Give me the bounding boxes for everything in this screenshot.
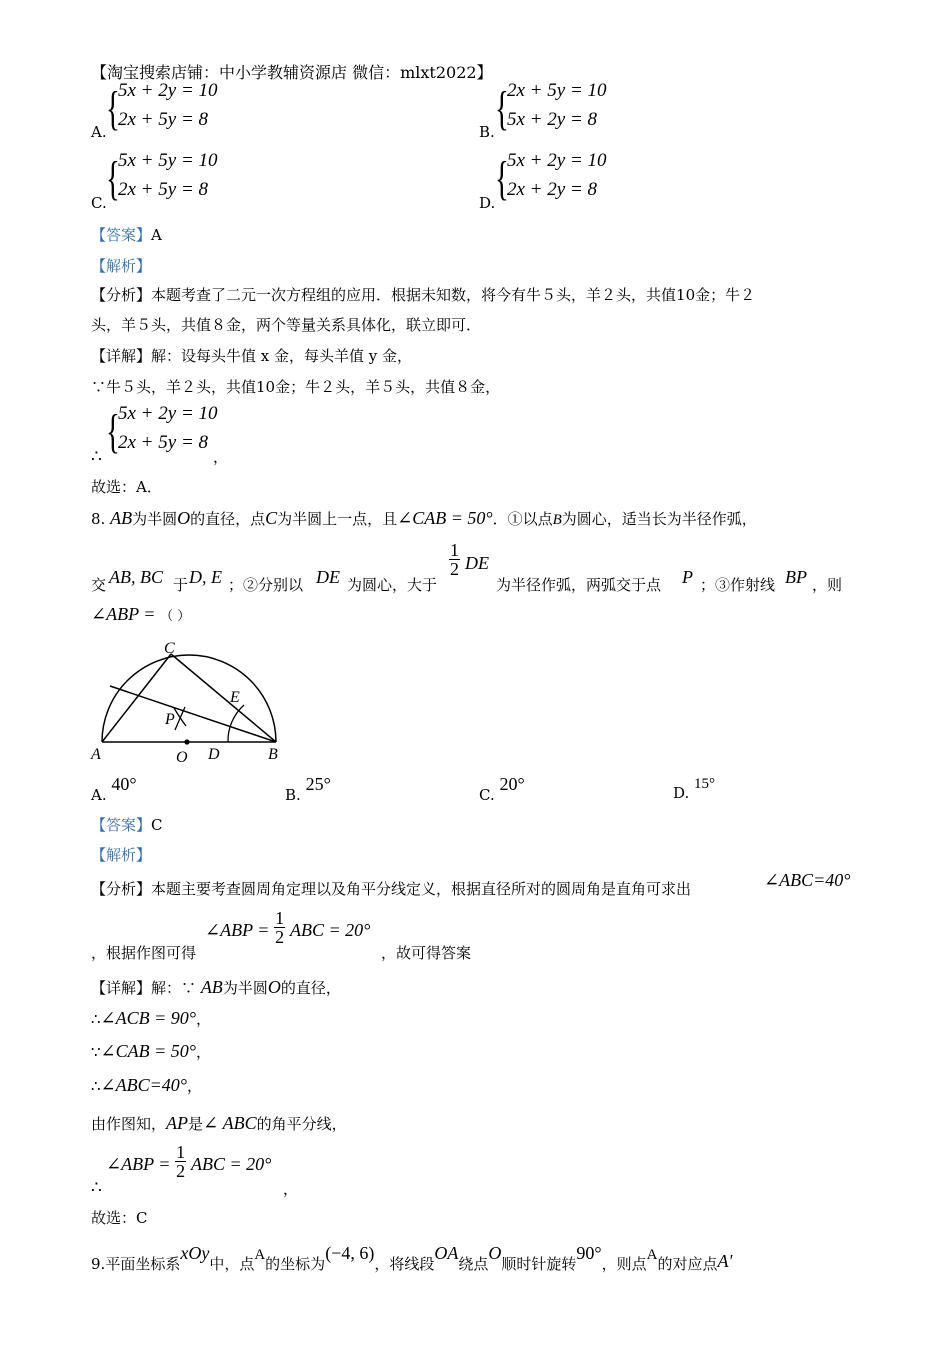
label-a: A (91, 746, 101, 763)
math-a-prime: A′ (717, 1251, 733, 1271)
math-d-e: D, E (189, 567, 222, 587)
text: 的角平分线， (256, 1115, 347, 1133)
numerator: 1 (275, 908, 285, 928)
analysis-tag: 【解析】 (91, 257, 152, 275)
text: 的直径，点 (190, 510, 266, 528)
formula-right: ABC = 20° (190, 1153, 272, 1174)
q8-detail-line2 (91, 1008, 211, 1029)
math-de: DE (465, 553, 489, 573)
text: 为半圆 (222, 979, 268, 997)
therefore-symbol: ∴ (91, 1178, 102, 1198)
q7-fenxi-line2: 头，羊５头，共值８金，两个等量关系具体化，联立即可． (91, 316, 482, 334)
math-angle-acb: ∠ACB = 90° (100, 1008, 196, 1028)
text: 是 (188, 1115, 204, 1133)
answer-value: C (151, 816, 163, 834)
label-b: B (268, 746, 278, 763)
text: ，则 (812, 576, 843, 594)
option-label: B. (479, 123, 495, 141)
math-ab: AB (110, 508, 133, 528)
detail-tag: 【详解】 (91, 979, 152, 997)
arc-p2 (175, 707, 185, 730)
text: ，则点 (601, 1255, 647, 1273)
q8-option-d (673, 774, 716, 802)
math-angle-cab: ∠CAB = 50° (397, 508, 493, 528)
text: 交 (91, 576, 107, 594)
math-angle-abp: ∠ABP = (91, 604, 156, 624)
fenxi-tag: 【分析】 (91, 880, 152, 898)
label-d: D (208, 746, 220, 763)
formula-left: ∠ABP = (106, 1153, 171, 1174)
option-value: 25° (305, 774, 331, 794)
equation: 2x + 5y = 8 (118, 109, 209, 130)
option-label: D. (673, 784, 690, 802)
answer-value: A (151, 226, 162, 244)
math-o: O (177, 508, 191, 528)
equation: 2x + 5y = 10 (507, 80, 607, 101)
option-label: A. (91, 786, 107, 804)
analysis-tag: 【解析】 (91, 846, 152, 864)
q8-detail-formula (106, 1143, 271, 1180)
therefore-symbol: ∴ (91, 447, 102, 467)
numerator: 1 (176, 1142, 186, 1162)
answer-blank: （ ） (160, 609, 191, 624)
chord-ac (102, 654, 171, 742)
q8-answer (91, 814, 163, 835)
answer-tag: 【答案】 (91, 226, 152, 244)
q7-answer (91, 224, 162, 245)
text: 为半圆 (132, 510, 178, 528)
text: 的坐标为 (265, 1255, 326, 1273)
q8-option-b (285, 774, 331, 804)
text: 绕点 (458, 1255, 489, 1273)
equation: 5x + 5y = 10 (118, 150, 218, 171)
option-label: D. (479, 194, 496, 212)
math-o: O (488, 1243, 502, 1263)
q7-detail-line2: ∵牛５头，羊２头，共值10金；牛２头，羊５头，共值８金， (91, 378, 501, 396)
math-ab-bc: AB, BC (109, 567, 163, 587)
text: 平面坐标系 (105, 1255, 181, 1273)
because-symbol: ∵ (91, 1043, 101, 1061)
math-angle-abc: ∠ABC=40° (764, 870, 851, 890)
denominator: 2 (275, 927, 285, 947)
q8-detail-line1 (91, 977, 341, 998)
comma: ， (213, 448, 229, 466)
text: 为圆心，大于 (347, 576, 438, 594)
text: 的对应点 (657, 1255, 718, 1273)
math-angle-cab: ∠CAB = 50° (100, 1041, 196, 1061)
arc-de (228, 705, 244, 742)
label-e: E (230, 689, 240, 706)
text: ，根据作图可得 (91, 944, 197, 962)
option-label: A. (91, 123, 107, 141)
formula-right: ABC = 20° (289, 919, 371, 940)
label-p: P (165, 711, 175, 728)
q8-number: 8. (91, 510, 106, 528)
q8-line1 (91, 508, 757, 529)
text: 于 (173, 576, 189, 594)
q8-option-c (479, 774, 525, 804)
option-value: 40° (111, 774, 137, 794)
q7-detail-line1 (91, 345, 412, 366)
math-o: O (267, 977, 281, 997)
text: 为圆心，适当长为半径作弧， (561, 510, 757, 528)
q8-detail-line5 (91, 1113, 347, 1134)
fenxi-tag: 【分析】 (91, 286, 152, 304)
q8-fenxi-formula (205, 909, 370, 946)
q8-line2-a (109, 567, 163, 588)
equation: 5x + 2y = 8 (507, 109, 598, 130)
text: 由作图知， (91, 1115, 167, 1133)
math-xoy: xOy (180, 1243, 210, 1263)
math-angle-abc: ∠ ABC (203, 1113, 257, 1133)
option-value: 15° (694, 776, 716, 792)
text: ．①以点 (492, 510, 553, 528)
denominator: 2 (450, 559, 459, 579)
math-a: A (646, 1247, 658, 1263)
text: ；③作射线 (700, 576, 776, 594)
q8-choose: 故选：C (91, 1209, 148, 1227)
denominator: 2 (176, 1161, 186, 1181)
comma: ， (195, 1043, 211, 1061)
ray-bp (110, 686, 276, 742)
q7-fenxi-line1 (91, 284, 755, 305)
chord-bc (171, 654, 276, 742)
text: 为半径作弧，两弧交于点 (496, 576, 662, 594)
q8-line2-e (682, 567, 693, 588)
text: 解：∵ (151, 979, 197, 997)
option-label: C. (479, 786, 495, 804)
fenxi-text: 本题主要考查圆周角定理以及角平分线定义，根据直径所对的圆周角是直角可求出 (151, 880, 692, 898)
q7-choose: 故选：A． (91, 478, 162, 496)
semicircle-figure (88, 632, 288, 768)
math-de: DE (316, 567, 340, 587)
q8-fenxi-line1 (91, 878, 691, 899)
math-a: A (254, 1247, 266, 1263)
q8-line2-b (189, 567, 222, 588)
numerator: 1 (450, 540, 459, 560)
q9-line1 (91, 1243, 733, 1273)
q8-line2-c (316, 567, 340, 588)
equation: 2x + 5y = 8 (118, 179, 209, 200)
option-label: B. (285, 786, 301, 804)
q8-line2 (91, 540, 107, 594)
text: ；②分别以 (228, 576, 304, 594)
math-oa: OA (434, 1243, 459, 1263)
answer-tag: 【答案】 (91, 816, 152, 834)
equation: 2x + 2y = 8 (507, 179, 598, 200)
comma: ， (283, 1180, 299, 1198)
detail-text: 解：设每头牛值 x 金，每头羊值 y 金， (151, 347, 413, 365)
math-ab: AB (200, 977, 223, 997)
q8-detail-line4 (91, 1075, 202, 1096)
fenxi-text: 本题考查了二元一次方程组的应用．根据未知数，将今有牛５头，羊２头，共值10金；牛２ (151, 286, 756, 304)
option-value: 20° (499, 774, 525, 794)
text: 的直径， (280, 979, 341, 997)
fraction-half (449, 541, 460, 578)
equation: 5x + 2y = 10 (118, 403, 218, 424)
text: ，故可得答案 (381, 944, 472, 962)
therefore-symbol: ∴ (91, 1077, 101, 1095)
math-coordinate: (−4, 6) (325, 1243, 375, 1263)
semicircle-arc (102, 655, 276, 742)
q8-option-a (91, 774, 137, 804)
math-bp: BP (785, 567, 807, 587)
detail-tag: 【详解】 (91, 347, 152, 365)
option-label: C. (91, 194, 107, 212)
center-o-dot (184, 739, 189, 744)
math-angle-90: 90° (576, 1243, 602, 1263)
equation: 5x + 2y = 10 (507, 150, 607, 171)
text: ，将线段 (374, 1255, 435, 1273)
text: 顺时针旋转 (501, 1255, 577, 1273)
q8-line3 (91, 604, 190, 625)
comma: ， (195, 1010, 211, 1028)
math-angle-abc: ∠ABC=40° (100, 1075, 187, 1095)
q8-line2-f (785, 567, 807, 588)
math-ap: AP (166, 1113, 189, 1133)
q8-fenxi-angle (764, 870, 850, 891)
q8-detail-line3 (91, 1041, 211, 1062)
equation: 2x + 5y = 8 (118, 432, 209, 453)
therefore-symbol: ∴ (91, 1010, 101, 1028)
comma: ， (186, 1077, 202, 1095)
label-o: O (176, 749, 188, 766)
math-c: C (265, 508, 278, 528)
math-b: B (552, 512, 562, 528)
q9-number: 9. (91, 1255, 106, 1273)
q8-line2-d (465, 553, 489, 574)
text: 为半圆上一点，且 (277, 510, 398, 528)
equation: 5x + 2y = 10 (118, 80, 218, 101)
text: 中，点 (209, 1255, 255, 1273)
label-c: C (164, 640, 175, 657)
header-text: 【淘宝搜索店铺：中小学教辅资源店 微信：mlxt2022】 (91, 63, 493, 82)
math-p: P (682, 567, 693, 587)
formula-left: ∠ABP = (205, 919, 270, 940)
